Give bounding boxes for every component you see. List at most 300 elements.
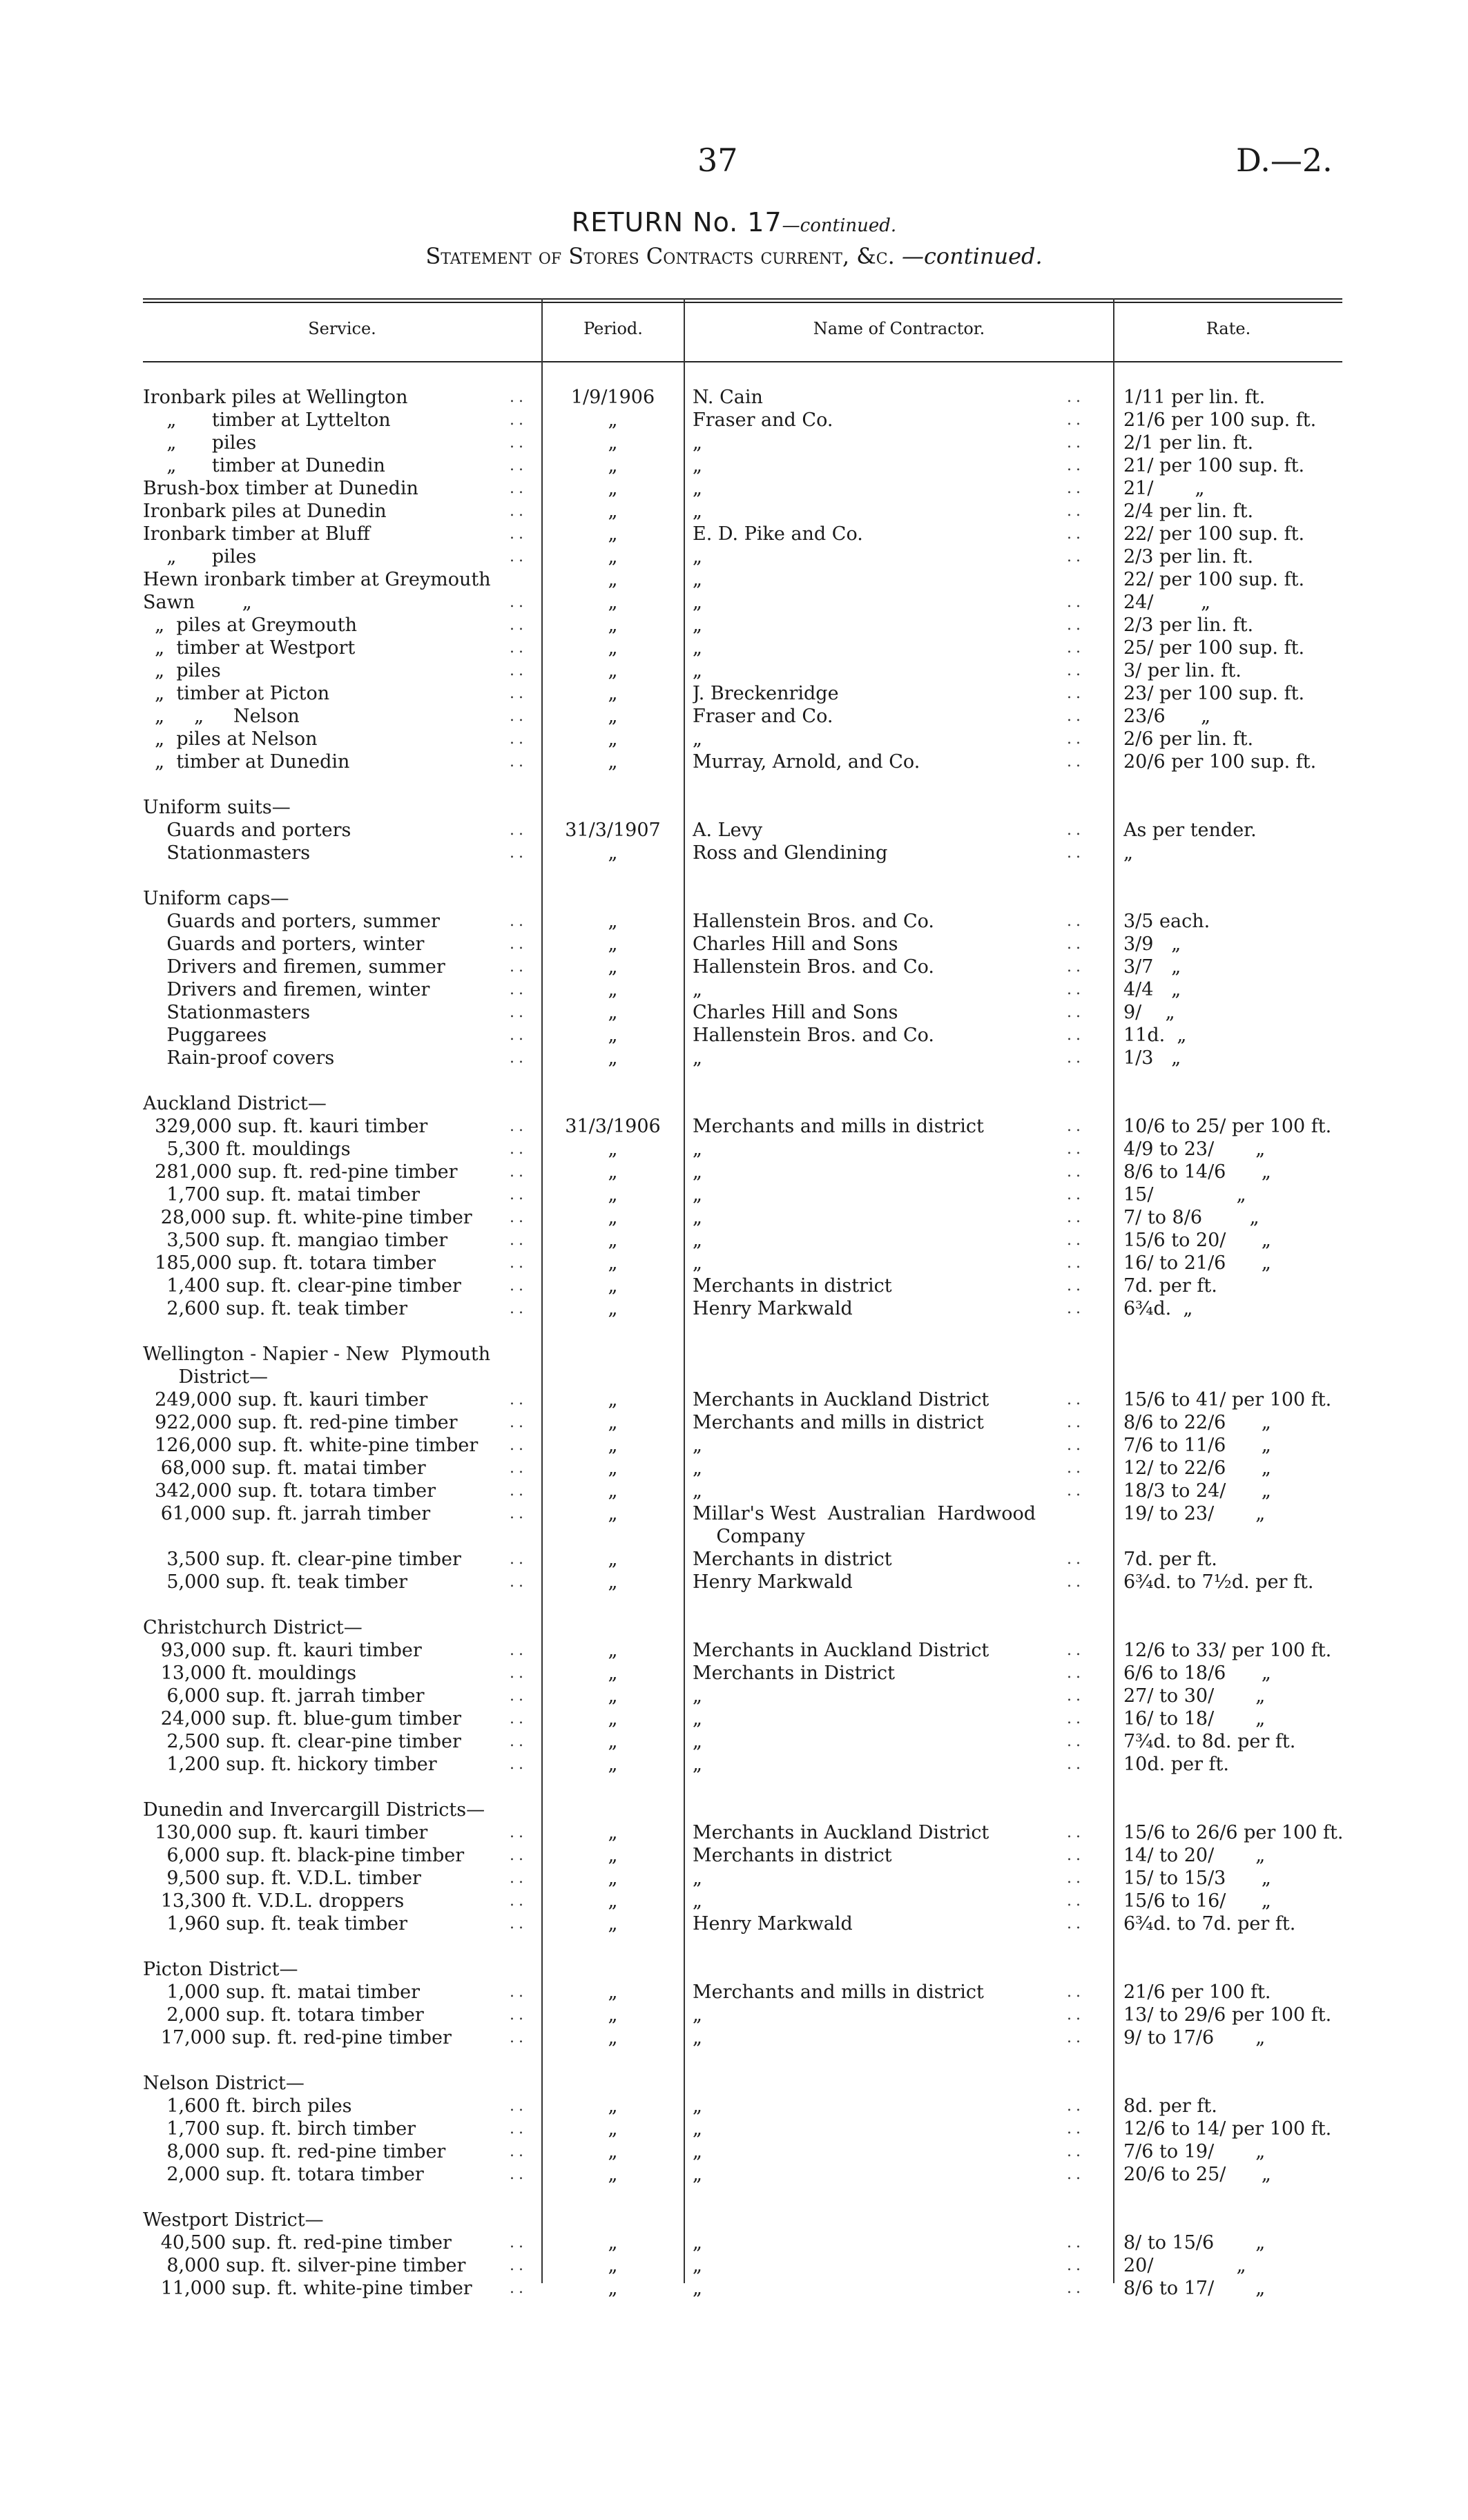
rate-cell: 25/ per 100 sup. ft. bbox=[1123, 637, 1305, 659]
table-row bbox=[0, 1229, 1468, 1252]
rate-cell: 3/ per lin. ft. bbox=[1123, 660, 1242, 681]
service-cell: 922,000 sup. ft. red-pine timber bbox=[143, 1412, 458, 1433]
rate-cell: 6¾d. to 7d. per ft. bbox=[1123, 1913, 1296, 1935]
period-cell: „ bbox=[608, 1708, 618, 1729]
contractor-cell: Merchants in Auckland District bbox=[693, 1822, 989, 1843]
leader-dots: .. bbox=[510, 1300, 528, 1317]
period-cell: 31/3/1907 bbox=[565, 820, 661, 841]
period-cell: „ bbox=[608, 1731, 618, 1752]
contractor-cell: „ bbox=[693, 1184, 702, 1205]
service-cell: Uniform suits— bbox=[143, 797, 291, 818]
leader-dots: .. bbox=[510, 2120, 528, 2138]
leader-dots: .. bbox=[1067, 2120, 1085, 2138]
leader-dots: .. bbox=[1067, 1892, 1085, 1910]
table-row bbox=[0, 1799, 1468, 1821]
contractor-cell: „ bbox=[693, 2027, 702, 2048]
rate-cell: 8/6 to 14/6 „ bbox=[1123, 1161, 1271, 1183]
leader-dots: .. bbox=[510, 480, 528, 497]
service-cell: 329,000 sup. ft. kauri timber bbox=[143, 1116, 428, 1137]
service-cell: Westport District— bbox=[143, 2209, 324, 2231]
period-cell: „ bbox=[608, 1184, 618, 1205]
leader-dots: .. bbox=[510, 1733, 528, 1750]
period-cell: „ bbox=[608, 2004, 618, 2026]
leader-dots: .. bbox=[510, 1915, 528, 1932]
service-cell: Ironbark piles at Wellington bbox=[143, 387, 408, 408]
table-row bbox=[0, 933, 1468, 956]
column-header-contractor: Name of Contractor. bbox=[813, 319, 985, 338]
leader-dots: .. bbox=[510, 389, 528, 406]
table-row bbox=[0, 1639, 1468, 1662]
page-number: 37 bbox=[697, 142, 738, 179]
service-cell: Stationmasters bbox=[143, 1002, 311, 1023]
service-cell: Stationmasters bbox=[143, 842, 311, 864]
rate-cell: 3/9 „ bbox=[1123, 933, 1181, 955]
contracts-table-body bbox=[0, 386, 1468, 2300]
rate-cell: 2/6 per lin. ft. bbox=[1123, 728, 1254, 750]
contractor-cell: „ bbox=[693, 2141, 702, 2162]
table-row bbox=[0, 2140, 1468, 2163]
table-row bbox=[0, 1867, 1468, 1890]
rate-cell: „ bbox=[1123, 842, 1133, 864]
leader-dots: .. bbox=[1067, 1642, 1085, 1659]
service-cell: 24,000 sup. ft. blue-gum timber bbox=[143, 1708, 462, 1729]
period-cell: „ bbox=[608, 1822, 618, 1843]
period-cell: „ bbox=[608, 1981, 618, 2003]
period-cell: „ bbox=[608, 569, 618, 590]
leader-dots: .. bbox=[1067, 1915, 1085, 1932]
leader-dots: .. bbox=[510, 434, 528, 452]
contractor-cell: „ bbox=[693, 1457, 702, 1479]
period-cell: „ bbox=[608, 842, 618, 864]
contractor-cell: Merchants in district bbox=[693, 1549, 892, 1570]
leader-dots: .. bbox=[1067, 480, 1085, 497]
leader-dots: .. bbox=[510, 1254, 528, 1272]
service-cell: Wellington - Napier - New Plymouth bbox=[143, 1344, 491, 1365]
period-cell: „ bbox=[608, 2141, 618, 2162]
service-cell: „ timber at Dunedin bbox=[143, 455, 385, 476]
table-row bbox=[0, 1138, 1468, 1161]
leader-dots: .. bbox=[1067, 1186, 1085, 1203]
leader-dots: .. bbox=[510, 1505, 528, 1522]
leader-dots: .. bbox=[1067, 2234, 1085, 2251]
leader-dots: .. bbox=[510, 594, 528, 611]
table-row bbox=[0, 2117, 1468, 2140]
service-cell: 2,000 sup. ft. totara timber bbox=[143, 2164, 424, 2185]
rate-cell: 20/ „ bbox=[1123, 2255, 1246, 2276]
leader-dots: .. bbox=[1067, 1118, 1085, 1135]
period-cell: „ bbox=[608, 911, 618, 932]
leader-dots: .. bbox=[510, 1824, 528, 1841]
period-cell: „ bbox=[608, 1047, 618, 1069]
leader-dots: .. bbox=[510, 1049, 528, 1067]
table-row bbox=[0, 1890, 1468, 1912]
period-cell: „ bbox=[608, 2232, 618, 2254]
period-cell: „ bbox=[608, 409, 618, 431]
leader-dots: .. bbox=[1067, 2166, 1085, 2183]
contractor-cell: „ bbox=[693, 2164, 702, 2185]
leader-dots: .. bbox=[510, 1186, 528, 1203]
table-row bbox=[0, 545, 1468, 568]
contractor-cell: „ bbox=[693, 1252, 702, 1274]
leader-dots: .. bbox=[510, 1141, 528, 1158]
table-row bbox=[0, 637, 1468, 659]
rate-cell: 22/ per 100 sup. ft. bbox=[1123, 569, 1305, 590]
contractor-cell: „ bbox=[693, 1207, 702, 1228]
leader-dots: .. bbox=[510, 411, 528, 429]
leader-dots: .. bbox=[1067, 1870, 1085, 1887]
table-row bbox=[0, 1457, 1468, 1480]
leader-dots: .. bbox=[1067, 1665, 1085, 1682]
leader-dots: .. bbox=[510, 1892, 528, 1910]
leader-dots: .. bbox=[510, 2029, 528, 2046]
leader-dots: .. bbox=[1067, 1277, 1085, 1295]
table-row bbox=[0, 1206, 1468, 1229]
table-row bbox=[0, 1707, 1468, 1730]
table-row bbox=[0, 1001, 1468, 1024]
service-cell: 9,500 sup. ft. V.D.L. timber bbox=[143, 1868, 421, 1889]
service-cell: 8,000 sup. ft. red-pine timber bbox=[143, 2141, 446, 2162]
leader-dots: .. bbox=[510, 685, 528, 702]
leader-dots: .. bbox=[510, 822, 528, 839]
leader-dots: .. bbox=[510, 2257, 528, 2274]
service-cell: 130,000 sup. ft. kauri timber bbox=[143, 1822, 428, 1843]
period-cell: „ bbox=[608, 592, 618, 613]
rate-cell: 21/ per 100 sup. ft. bbox=[1123, 455, 1305, 476]
table-row bbox=[0, 1821, 1468, 1844]
leader-dots: .. bbox=[510, 2143, 528, 2160]
period-cell: „ bbox=[608, 523, 618, 545]
leader-dots: .. bbox=[510, 844, 528, 862]
leader-dots: .. bbox=[1067, 1687, 1085, 1705]
contractor-cell: „ bbox=[693, 1047, 702, 1069]
leader-dots: .. bbox=[510, 457, 528, 474]
service-cell: Brush-box timber at Dunedin bbox=[143, 478, 418, 499]
period-cell: „ bbox=[608, 2164, 618, 2185]
leader-dots: .. bbox=[510, 1004, 528, 1021]
row-spacer bbox=[0, 1593, 1468, 1616]
service-cell: 5,300 ft. mouldings bbox=[143, 1138, 351, 1160]
table-row bbox=[0, 1434, 1468, 1457]
table-row bbox=[0, 2026, 1468, 2049]
period-cell: „ bbox=[608, 1640, 618, 1661]
rate-cell: 6/6 to 18/6 „ bbox=[1123, 1663, 1271, 1684]
rate-cell: 3/5 each. bbox=[1123, 911, 1210, 932]
period-cell: „ bbox=[608, 1252, 618, 1274]
leader-dots: .. bbox=[1067, 1710, 1085, 1727]
table-row bbox=[0, 659, 1468, 682]
leader-dots: .. bbox=[510, 1460, 528, 1477]
rate-cell: 1/11 per lin. ft. bbox=[1123, 387, 1266, 408]
service-cell: Nelson District— bbox=[143, 2073, 305, 2094]
table-row bbox=[0, 956, 1468, 978]
rate-cell: As per tender. bbox=[1123, 820, 1257, 841]
period-cell: „ bbox=[608, 2255, 618, 2276]
rate-cell: 7/ to 8/6 „ bbox=[1123, 1207, 1259, 1228]
leader-dots: .. bbox=[1067, 1824, 1085, 1841]
rate-cell: 15/6 to 41/ per 100 ft. bbox=[1123, 1389, 1332, 1411]
rate-cell: 24/ „ bbox=[1123, 592, 1211, 613]
table-row bbox=[0, 1981, 1468, 2004]
leader-dots: .. bbox=[510, 662, 528, 679]
service-cell: 342,000 sup. ft. totara timber bbox=[143, 1480, 436, 1502]
service-cell: Dunedin and Invercargill Districts— bbox=[143, 1799, 485, 1821]
leader-dots: .. bbox=[1067, 617, 1085, 634]
contractor-cell: Henry Markwald bbox=[693, 1571, 853, 1593]
contractor-cell: „ bbox=[693, 1161, 702, 1183]
period-cell: „ bbox=[608, 2095, 618, 2117]
leader-dots: .. bbox=[1067, 685, 1085, 702]
period-cell: „ bbox=[608, 1412, 618, 1433]
rate-cell: 23/6 „ bbox=[1123, 706, 1211, 727]
period-cell: „ bbox=[608, 728, 618, 750]
leader-dots: .. bbox=[510, 617, 528, 634]
period-cell: „ bbox=[608, 1503, 618, 1524]
contractor-cell: „ bbox=[693, 2278, 702, 2299]
leader-dots: .. bbox=[1067, 2280, 1085, 2297]
table-row bbox=[0, 1161, 1468, 1183]
period-cell: „ bbox=[608, 706, 618, 727]
table-row bbox=[0, 2254, 1468, 2277]
table-row bbox=[0, 1525, 1468, 1548]
table-row bbox=[0, 2209, 1468, 2231]
period-cell: „ bbox=[608, 1025, 618, 1046]
period-cell: „ bbox=[608, 956, 618, 978]
contractor-cell: „ bbox=[693, 1138, 702, 1160]
table-row bbox=[0, 1730, 1468, 1753]
contractor-cell: „ bbox=[693, 979, 702, 1000]
rate-cell: 7d. per ft. bbox=[1123, 1549, 1217, 1570]
table-row bbox=[0, 614, 1468, 637]
period-cell: „ bbox=[608, 455, 618, 476]
rate-cell: 10/6 to 25/ per 100 ft. bbox=[1123, 1116, 1332, 1137]
rate-cell: 8d. per ft. bbox=[1123, 2095, 1217, 2117]
leader-dots: .. bbox=[510, 1232, 528, 1249]
leader-dots: .. bbox=[1067, 503, 1085, 520]
service-cell: Sawn „ bbox=[143, 592, 252, 613]
service-cell: District— bbox=[143, 1366, 268, 1388]
leader-dots: .. bbox=[1067, 708, 1085, 725]
table-row bbox=[0, 1252, 1468, 1274]
rate-cell: 22/ per 100 sup. ft. bbox=[1123, 523, 1305, 545]
service-cell: Hewn ironbark timber at Greymouth bbox=[143, 569, 491, 590]
rate-cell: 8/6 to 22/6 „ bbox=[1123, 1412, 1271, 1433]
service-cell: 93,000 sup. ft. kauri timber bbox=[143, 1640, 422, 1661]
leader-dots: .. bbox=[510, 1984, 528, 2001]
service-cell: Drivers and firemen, summer bbox=[143, 956, 445, 978]
table-top-rule bbox=[143, 298, 1342, 300]
leader-dots: .. bbox=[1067, 2143, 1085, 2160]
table-row bbox=[0, 1662, 1468, 1685]
table-row bbox=[0, 386, 1468, 409]
table-row bbox=[0, 409, 1468, 432]
leader-dots: .. bbox=[1067, 1049, 1085, 1067]
service-cell: „ piles at Greymouth bbox=[143, 614, 358, 636]
leader-dots: .. bbox=[1067, 1004, 1085, 1021]
contractor-cell: E. D. Pike and Co. bbox=[693, 523, 863, 545]
leader-dots: .. bbox=[1067, 822, 1085, 839]
contractor-cell: „ bbox=[693, 660, 702, 681]
leader-dots: .. bbox=[1067, 1551, 1085, 1568]
contractor-cell: Hallenstein Bros. and Co. bbox=[693, 1025, 934, 1046]
leader-dots: .. bbox=[510, 730, 528, 748]
leader-dots: .. bbox=[510, 2234, 528, 2251]
table-row bbox=[0, 1548, 1468, 1571]
leader-dots: .. bbox=[510, 753, 528, 770]
table-row bbox=[0, 1274, 1468, 1297]
leader-dots: .. bbox=[510, 1687, 528, 1705]
period-cell: „ bbox=[608, 1457, 618, 1479]
leader-dots: .. bbox=[510, 1027, 528, 1044]
contractor-cell: Merchants and mills in district bbox=[693, 1981, 984, 2003]
contractor-cell: „ bbox=[693, 1685, 702, 1707]
service-cell: 1,000 sup. ft. matai timber bbox=[143, 1981, 421, 2003]
contractor-cell: „ bbox=[693, 455, 702, 476]
contractor-cell: „ bbox=[693, 1754, 702, 1775]
leader-dots: .. bbox=[1067, 958, 1085, 976]
contractor-cell: Merchants in District bbox=[693, 1663, 895, 1684]
leader-dots: .. bbox=[1067, 1391, 1085, 1408]
rate-cell: 8/6 to 17/ „ bbox=[1123, 2278, 1266, 2299]
period-cell: „ bbox=[608, 979, 618, 1000]
service-cell: „ piles bbox=[143, 660, 221, 681]
leader-dots: .. bbox=[510, 1642, 528, 1659]
contractor-cell: A. Levy bbox=[693, 820, 763, 841]
leader-dots: .. bbox=[1067, 639, 1085, 657]
period-cell: „ bbox=[608, 546, 618, 568]
service-cell: 1,400 sup. ft. clear-pine timber bbox=[143, 1275, 461, 1297]
service-cell: 185,000 sup. ft. totara timber bbox=[143, 1252, 436, 1274]
leader-dots: .. bbox=[1067, 1460, 1085, 1477]
service-cell: Ironbark timber at Bluff bbox=[143, 523, 370, 545]
period-cell: „ bbox=[608, 432, 618, 454]
contractor-cell: Henry Markwald bbox=[693, 1298, 853, 1319]
service-cell: 249,000 sup. ft. kauri timber bbox=[143, 1389, 428, 1411]
period-cell: „ bbox=[608, 1571, 618, 1593]
table-row bbox=[0, 523, 1468, 545]
row-spacer bbox=[0, 773, 1468, 796]
contractor-cell: „ bbox=[693, 1868, 702, 1889]
rate-cell: 12/6 to 33/ per 100 ft. bbox=[1123, 1640, 1332, 1661]
service-cell: 2,000 sup. ft. totara timber bbox=[143, 2004, 424, 2026]
period-cell: „ bbox=[608, 2278, 618, 2299]
service-cell: 6,000 sup. ft. jarrah timber bbox=[143, 1685, 425, 1707]
period-cell: „ bbox=[608, 1754, 618, 1775]
contractor-cell: „ bbox=[693, 2004, 702, 2026]
leader-dots: .. bbox=[1067, 434, 1085, 452]
service-cell: 68,000 sup. ft. matai timber bbox=[143, 1457, 426, 1479]
table-row bbox=[0, 1958, 1468, 1981]
rate-cell: 3/7 „ bbox=[1123, 956, 1181, 978]
service-cell: 1,700 sup. ft. matai timber bbox=[143, 1184, 421, 1205]
leader-dots: .. bbox=[510, 1414, 528, 1431]
rate-cell: 27/ to 30/ „ bbox=[1123, 1685, 1266, 1707]
rate-cell: 7¾d. to 8d. per ft. bbox=[1123, 1731, 1296, 1752]
period-cell: „ bbox=[608, 1890, 618, 1912]
rate-cell: 7/6 to 19/ „ bbox=[1123, 2141, 1266, 2162]
leader-dots: .. bbox=[510, 525, 528, 543]
table-row bbox=[0, 432, 1468, 454]
leader-dots: .. bbox=[1067, 1414, 1085, 1431]
period-cell: „ bbox=[608, 751, 618, 773]
rate-cell: 4/9 to 23/ „ bbox=[1123, 1138, 1266, 1160]
contractor-cell: Fraser and Co. bbox=[693, 706, 833, 727]
leader-dots: .. bbox=[1067, 1141, 1085, 1158]
contractor-cell: „ bbox=[693, 432, 702, 454]
contractor-cell: Millar's West Australian Hardwood bbox=[693, 1503, 1036, 1524]
rate-cell: 12/6 to 14/ per 100 ft. bbox=[1123, 2118, 1332, 2140]
leader-dots: .. bbox=[510, 1847, 528, 1864]
leader-dots: .. bbox=[1067, 844, 1085, 862]
rate-cell: 18/3 to 24/ „ bbox=[1123, 1480, 1271, 1502]
service-cell: „ timber at Lyttelton bbox=[143, 409, 391, 431]
leader-dots: .. bbox=[510, 1277, 528, 1295]
rate-cell: 15/6 to 16/ „ bbox=[1123, 1890, 1271, 1912]
leader-dots: .. bbox=[510, 1482, 528, 1500]
contractor-cell: „ bbox=[693, 1230, 702, 1251]
leader-dots: .. bbox=[1067, 730, 1085, 748]
service-cell: 28,000 sup. ft. white-pine timber bbox=[143, 1207, 472, 1228]
rate-cell: 20/6 to 25/ „ bbox=[1123, 2164, 1271, 2185]
period-cell: „ bbox=[608, 683, 618, 704]
contractor-cell: Hallenstein Bros. and Co. bbox=[693, 956, 934, 978]
leader-dots: .. bbox=[1067, 1300, 1085, 1317]
rate-cell: 4/4 „ bbox=[1123, 979, 1181, 1000]
service-cell: 1,700 sup. ft. birch timber bbox=[143, 2118, 416, 2140]
rate-cell: 20/6 per 100 sup. ft. bbox=[1123, 751, 1317, 773]
service-cell: Guards and porters bbox=[143, 820, 351, 841]
table-row bbox=[0, 887, 1468, 910]
service-cell: 126,000 sup. ft. white-pine timber bbox=[143, 1435, 479, 1456]
period-cell: „ bbox=[608, 1913, 618, 1935]
table-row bbox=[0, 1411, 1468, 1434]
rate-cell: 6¾d. „ bbox=[1123, 1298, 1193, 1319]
period-cell: „ bbox=[608, 1002, 618, 1023]
row-spacer bbox=[0, 1935, 1468, 1958]
contractor-cell: „ bbox=[693, 2255, 702, 2276]
leader-dots: .. bbox=[510, 548, 528, 565]
table-row bbox=[0, 1047, 1468, 1069]
service-cell: 2,500 sup. ft. clear-pine timber bbox=[143, 1731, 461, 1752]
service-cell: Puggarees bbox=[143, 1025, 267, 1046]
leader-dots: .. bbox=[1067, 1254, 1085, 1272]
rate-cell: 7/6 to 11/6 „ bbox=[1123, 1435, 1271, 1456]
table-row bbox=[0, 1502, 1468, 1525]
contractor-cell: Henry Markwald bbox=[693, 1913, 853, 1935]
table-row bbox=[0, 750, 1468, 773]
rate-cell: 7d. per ft. bbox=[1123, 1275, 1217, 1297]
leader-dots: .. bbox=[1067, 1733, 1085, 1750]
rate-cell: 14/ to 20/ „ bbox=[1123, 1845, 1266, 1866]
table-row bbox=[0, 705, 1468, 728]
service-cell: 40,500 sup. ft. red-pine timber bbox=[143, 2232, 452, 2254]
leader-dots: .. bbox=[1067, 1163, 1085, 1181]
period-cell: „ bbox=[608, 660, 618, 681]
row-spacer bbox=[0, 2049, 1468, 2072]
contractor-cell: Hallenstein Bros. and Co. bbox=[693, 911, 934, 932]
service-cell: „ „ Nelson bbox=[143, 706, 300, 727]
table-row bbox=[0, 591, 1468, 614]
period-cell: „ bbox=[608, 1845, 618, 1866]
leader-dots: .. bbox=[1067, 389, 1085, 406]
row-spacer bbox=[0, 1320, 1468, 1343]
service-cell: 13,000 ft. mouldings bbox=[143, 1663, 357, 1684]
rate-cell: 2/3 per lin. ft. bbox=[1123, 546, 1254, 568]
leader-dots: .. bbox=[510, 2166, 528, 2183]
table-row bbox=[0, 500, 1468, 523]
contractor-cell: „ bbox=[693, 637, 702, 659]
contractor-cell: „ bbox=[693, 1708, 702, 1729]
leader-dots: .. bbox=[510, 1118, 528, 1135]
